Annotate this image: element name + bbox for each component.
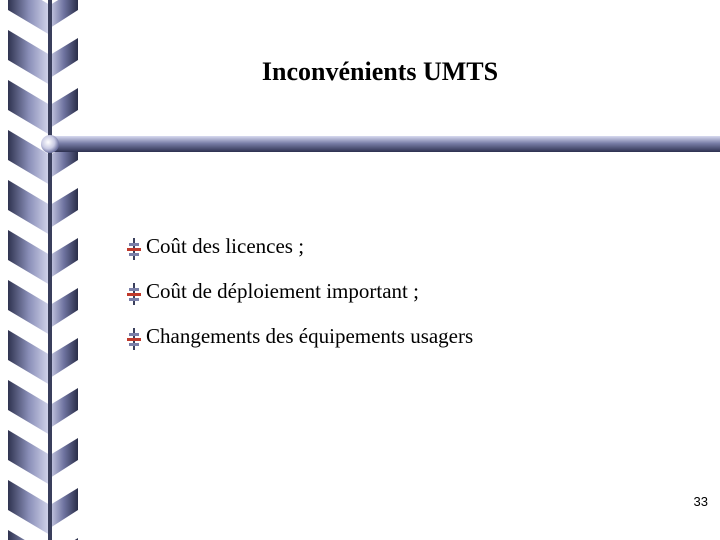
zigzag-segment	[8, 180, 50, 235]
zigzag-segment	[8, 0, 50, 35]
border-spine	[48, 0, 52, 540]
zigzag-border-decoration	[0, 0, 80, 540]
zigzag-segment	[50, 388, 78, 428]
zigzag-segment	[8, 530, 50, 540]
zigzag-segment	[50, 338, 78, 378]
list-item	[126, 234, 473, 279]
stacked-bars-bullet-icon	[126, 283, 142, 305]
bullet-text: Coût des licences ;	[146, 234, 305, 258]
zigzag-segment	[8, 330, 50, 385]
bullet-text: Coût de déploiement important ;	[146, 279, 419, 303]
zigzag-segment	[8, 30, 50, 85]
zigzag-segment	[50, 188, 78, 228]
title-divider	[40, 132, 720, 156]
list-item	[126, 279, 473, 324]
zigzag-segment	[50, 0, 78, 28]
bullet-text: Changements des équipements usagers	[146, 324, 474, 348]
zigzag-segment	[50, 488, 78, 528]
bullet-list	[126, 234, 473, 369]
zigzag-segment	[8, 80, 50, 135]
zigzag-segment	[50, 238, 78, 278]
zigzag-segment	[50, 38, 78, 78]
slide-title: Inconvénients UMTS	[261, 57, 499, 86]
stacked-bars-bullet-icon	[126, 238, 142, 260]
zigzag-segment	[8, 480, 50, 535]
page-number: 33	[693, 494, 708, 509]
list-item	[126, 324, 473, 369]
zigzag-segment	[50, 88, 78, 128]
zigzag-segment	[8, 280, 50, 335]
stacked-bars-bullet-icon	[126, 328, 142, 350]
zigzag-segment	[8, 230, 50, 285]
zigzag-segment	[8, 380, 50, 435]
zigzag-segment	[50, 438, 78, 478]
zigzag-segment	[50, 288, 78, 328]
zigzag-segment	[8, 430, 50, 485]
